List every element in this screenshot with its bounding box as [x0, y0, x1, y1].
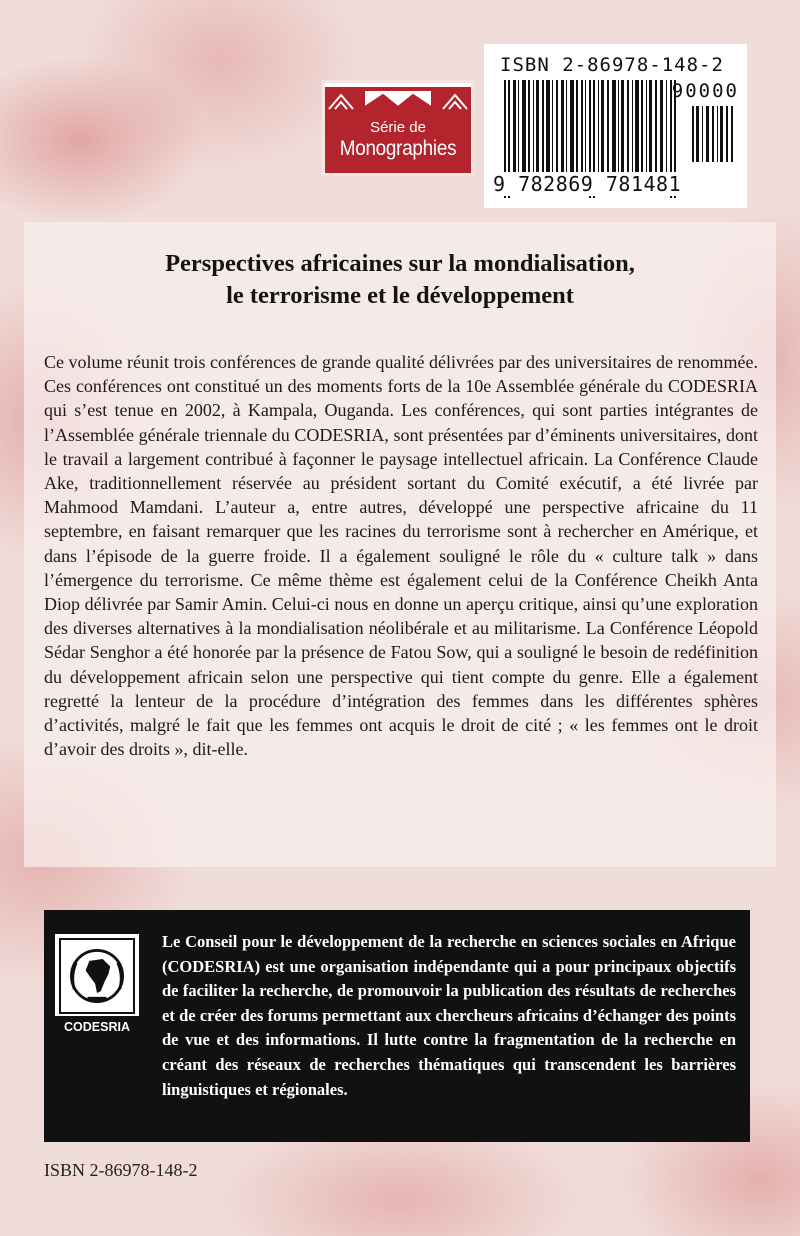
title-line-1: Perspectives africaines sur la mondialisation, — [165, 250, 635, 277]
barcode-box — [484, 44, 747, 208]
codesria-logo — [55, 934, 139, 1038]
title-line-2: le terrorisme et le développement — [226, 282, 574, 309]
badge-pattern-icon — [325, 83, 471, 113]
codesria-info-box — [44, 910, 750, 1142]
barcode-number — [492, 172, 737, 196]
body-paragraph: Ce volume réunit trois conférences de grande qualité délivrées par des universitaires de renommée. Ces conférences ont constitué un des moments forts de la 10e Assemblée générale du CODESRIA qui s’est tenue en 2002, à Kampala, Ouganda. Les conférences, qui sont parties intégrantes de l’Assemblée générale triennale du CODESRIA, sont présentées par d’éminents universitaires, dont le travail a largement contribué à façonner le paysage intellectuel africain. La Conférence Claude Ake, traditionnellement réservée au président sortant du Comité exécutif, a été livrée par Mahmood Mamdani. L’auteur a, entre autres, développé une perspective africaine du 11 septembre, en faisant remarquer que les racines du terrorisme sont à rechercher en Amérique, et dans l’épisode de la guerre froide. Il a également souligné le rôle du « culture talk » dans l’émergence du terrorisme. Ce même thème est également celui de la Conférence Cheikh Anta Diop délivrée par Samir Amin. Celui-ci nous en donne un aperçu critique, ainsi qu’une exploration des diverses alternatives à la mondialisation néolibérale et au militarisme. La Conférence Léopold Sédar Senghor a été honorée par la présence de Fatou Sow, qui a souligné le besoin de redéfinition du développement africain selon une perspective qui tient compte du genre. Elle a également regretté la lenteur de la procédure d’intégration des femmes dans les différentes sphères d’activités, malgré le fait que les femmes ont acquis le droit de cité ; « les femmes ont le droit d’avoir des droits », dit-elle. — [44, 352, 758, 760]
badge-monographies-label: Monographies — [339, 137, 457, 160]
barcode-number-text: 9 782869 781481 — [493, 172, 682, 196]
codesria-description: Le Conseil pour le développement de la recherche en sciences sociales en Afrique (CODESRIA) est une organisation indépendante qui a pour principaux objectifs de faciliter la recherche, de promouvoir la publication des résultats de recherches et de créer des forums permettant aux chercheurs africains d’échanger des points de vue et des informations. Il lutte contre la fragmentation de la recherche en créant des réseaux de recherches thématiques qui transcendent les barrières linguistiques et régionales. — [162, 932, 736, 1099]
addon-bars-icon — [692, 106, 736, 162]
footer-isbn: ISBN 2-86978-148-2 — [44, 1160, 198, 1180]
page-title — [40, 248, 760, 312]
barcode-isbn: ISBN 2-86978-148-2 — [500, 54, 724, 76]
badge-series-label: Série de — [370, 119, 426, 136]
series-badge — [322, 80, 474, 176]
africa-emblem-icon — [59, 938, 135, 1014]
codesria-logo-label: CODESRIA — [55, 1016, 139, 1038]
barcode-price-code: 90000 — [671, 80, 739, 102]
